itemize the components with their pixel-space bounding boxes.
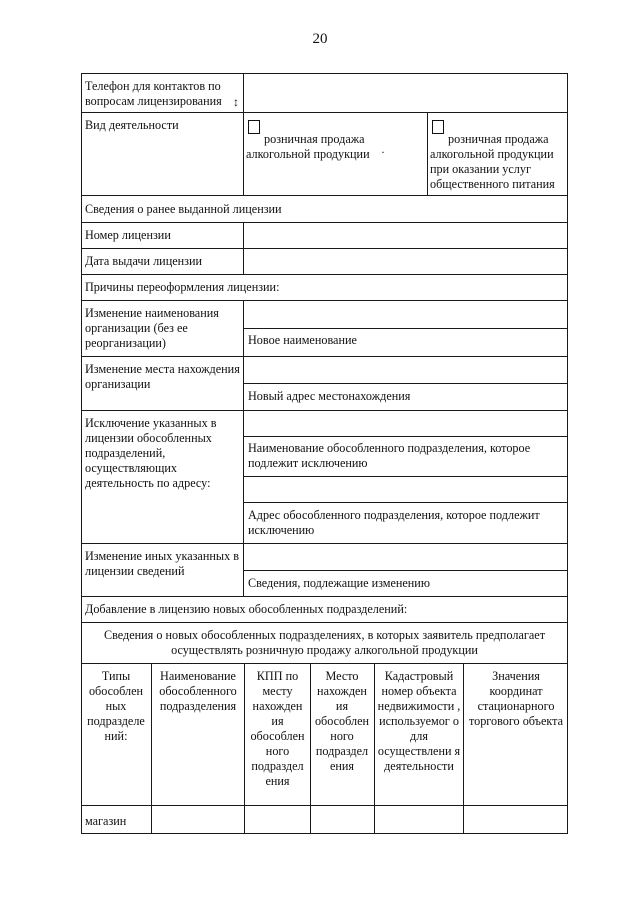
exclude-name-label: Наименование обособленного подразделения, которое подлежит исключению bbox=[248, 441, 531, 470]
col-header-coordinates: Значения координат стационарного торгового объекта bbox=[468, 669, 564, 728]
col-header-cadastral: Кадастровый номер объекта недвижимости , используемог о для осуществлени я деятельности bbox=[377, 669, 461, 773]
add-units-subheading: Сведения о новых обособленных подразделениях, в которых заявитель предполагает осуществлять розничную продажу алкогольной продукции bbox=[103, 628, 546, 657]
relocate-label: Изменение места нахождения организации bbox=[85, 362, 240, 391]
phone-value[interactable] bbox=[248, 79, 562, 109]
page-number: 20 bbox=[312, 31, 328, 47]
table-border-right bbox=[567, 73, 568, 834]
rename-sub-label: Новое наименование bbox=[248, 333, 357, 347]
add-units-heading: Добавление в лицензию новых обособленных подразделений: bbox=[85, 602, 408, 616]
exclude-label: Исключение указанных в лицензии обособленных подразделений, осуществляющих деятельность по адресу: bbox=[85, 416, 217, 490]
other-changes-sub-label: Сведения, подлежащие изменению bbox=[248, 576, 430, 590]
tick-mark-icon: ↕ bbox=[233, 95, 239, 109]
col-header-type: Типы обособлен ных подразделе ний: bbox=[87, 669, 145, 743]
table-border-left bbox=[81, 73, 82, 834]
rename-label: Изменение наименования организации (без ее реорганизации) bbox=[85, 306, 219, 350]
table-border-top bbox=[81, 73, 568, 74]
relocate-sub-label: Новый адрес местонахождения bbox=[248, 389, 411, 403]
col-header-name: Наименование обособленного подразделения bbox=[159, 669, 237, 713]
col-header-kpp: КПП по месту нахожден ия обособлен ного подраздел ения bbox=[250, 669, 305, 788]
prev-license-heading: Сведения о ранее выданной лицензии bbox=[85, 202, 282, 216]
table-border-bottom bbox=[81, 833, 568, 834]
dot-mark-icon: · bbox=[381, 145, 385, 159]
activity-option-retail-catering: розничная продажа алкогольной продукции при оказании услуг общественного питания bbox=[430, 132, 555, 191]
other-changes-label: Изменение иных указанных в лицензии сведений bbox=[85, 549, 239, 578]
activity-label: Вид деятельности bbox=[85, 118, 179, 132]
col-header-location: Место нахожден ия обособлен ного подраздел ения bbox=[314, 669, 370, 773]
license-date-label: Дата выдачи лицензии bbox=[85, 254, 203, 268]
row-type-shop: магазин bbox=[85, 814, 127, 828]
phone-label: Телефон для контактов по вопросам лицензирования bbox=[85, 79, 222, 108]
exclude-address-label: Адрес обособленного подразделения, которое подлежит исключению bbox=[248, 508, 540, 537]
license-number-label: Номер лицензии bbox=[85, 228, 171, 242]
reasons-heading: Причины переоформления лицензии: bbox=[85, 280, 280, 294]
activity-option-retail: розничная продажа алкогольной продукции bbox=[246, 132, 370, 161]
